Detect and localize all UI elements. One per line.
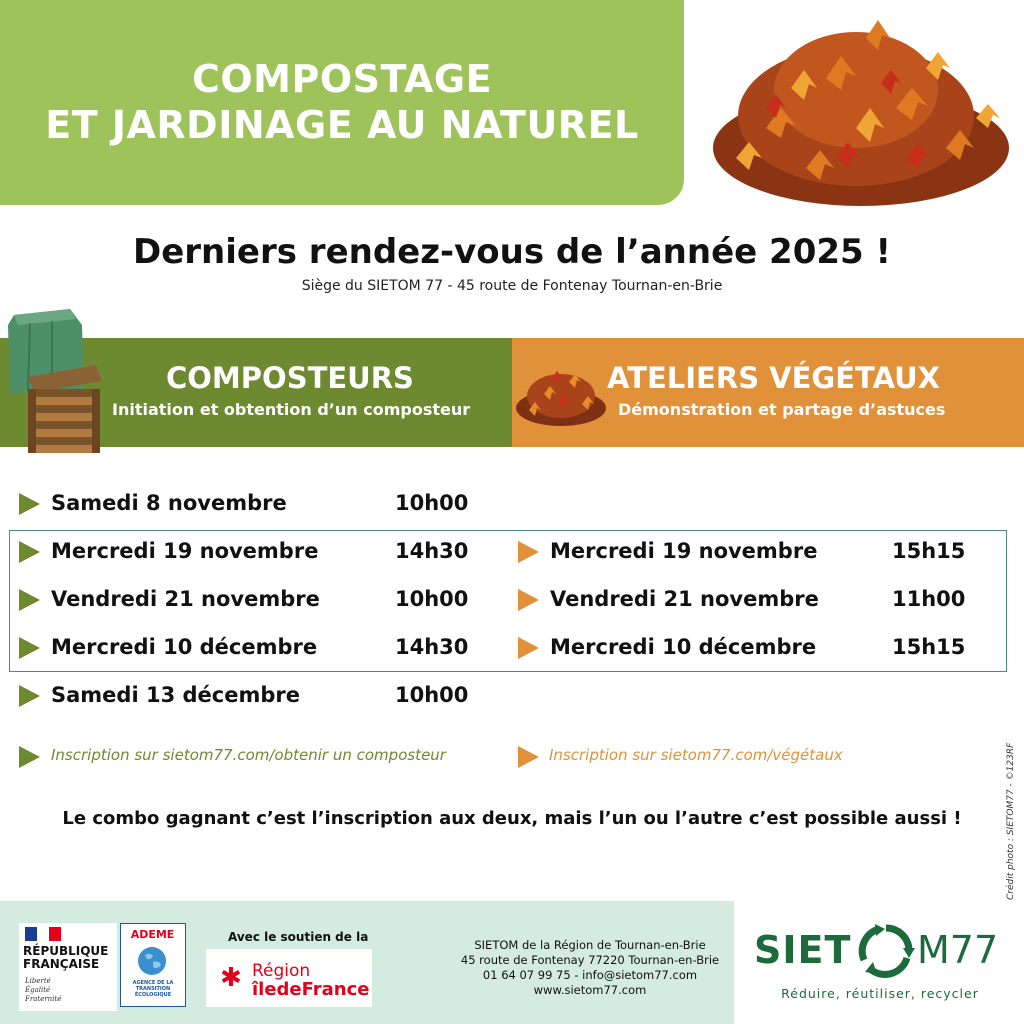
session-date: Vendredi 21 novembre (51, 587, 320, 611)
session-date: Mercredi 19 novembre (550, 539, 818, 563)
page-title (0, 56, 684, 148)
composteurs-title: COMPOSTEURS (166, 361, 414, 395)
composteurs-session (19, 635, 479, 665)
support-label: Avec le soutien de la (228, 930, 369, 944)
title-line-2: ET JARDINAGE AU NATUREL (45, 103, 639, 147)
contact-block (440, 938, 740, 998)
marianne-flag-icon (25, 927, 61, 941)
venue-address: Siège du SIETOM 77 - 45 route de Fontenay Tournan-en-Brie (301, 278, 723, 294)
session-time: 14h30 (395, 539, 469, 563)
idf-line-2: îledeFrance (252, 979, 370, 1000)
ademe-logo (120, 923, 186, 1007)
composteurs-subtitle: Initiation et obtention d’un composteur (112, 400, 471, 419)
headline: Derniers rendez-vous de l’année 2025 ! (132, 232, 892, 272)
ademe-subtitle: AGENCE DE LA TRANSITION ÉCOLOGIQUE (132, 980, 174, 998)
composteurs-session (19, 539, 479, 569)
ateliers-session (518, 587, 968, 617)
sietom-logo-text: SIET (754, 928, 852, 972)
session-date: Samedi 8 novembre (51, 491, 287, 515)
autumn-leaves-image (706, 8, 1016, 213)
session-time: 14h30 (395, 635, 469, 659)
website-link[interactable]: www.sietom77.com (533, 983, 647, 997)
rf-motto: Liberté Égalité Fraternité (25, 977, 62, 1003)
region-idf-logo (206, 949, 372, 1007)
photo-credit: Crédit photo : SIETOM77 - ©123RF (1006, 742, 1016, 900)
composteurs-registration-link[interactable]: Inscription sur sietom77.com/obtenir un composteur (51, 746, 446, 764)
session-date: Vendredi 21 novembre (550, 587, 819, 611)
session-date: Mercredi 19 novembre (51, 539, 319, 563)
ateliers-session (518, 635, 968, 665)
contact-line: 45 route de Fontenay 77220 Tournan-en-Brie (460, 953, 720, 967)
composter-image (0, 305, 110, 455)
play-arrow-icon (19, 685, 40, 707)
play-arrow-icon (19, 589, 40, 611)
session-time: 11h00 (892, 587, 966, 611)
composteurs-session (19, 587, 479, 617)
session-time: 10h00 (395, 587, 469, 611)
play-arrow-icon (19, 746, 40, 768)
sietom-logo-suffix: M77 (917, 928, 999, 972)
ateliers-subtitle: Démonstration et partage d’astuces (618, 400, 946, 419)
session-time: 15h15 (892, 539, 966, 563)
small-leaves-image (514, 358, 609, 430)
sietom-tagline: Réduire, réutiliser, recycler (781, 986, 979, 1001)
play-arrow-icon (518, 589, 539, 611)
session-date: Mercredi 10 décembre (51, 635, 318, 659)
composteurs-session (19, 491, 479, 521)
session-date: Samedi 13 décembre (51, 683, 300, 707)
session-time: 10h00 (395, 491, 469, 515)
session-time: 10h00 (395, 683, 469, 707)
composteurs-session (19, 683, 479, 713)
play-arrow-icon (19, 493, 40, 515)
recycle-arrows-icon (855, 922, 917, 980)
ateliers-session (518, 539, 968, 569)
republique-francaise-logo (19, 923, 117, 1011)
play-arrow-icon (518, 637, 539, 659)
play-arrow-icon (518, 541, 539, 563)
play-arrow-icon (19, 637, 40, 659)
rf-title: RÉPUBLIQUE FRANÇAISE (23, 944, 109, 971)
title-line-1: COMPOSTAGE (191, 57, 493, 101)
ateliers-registration (518, 744, 918, 774)
globe-icon (137, 946, 167, 976)
play-arrow-icon (19, 541, 40, 563)
combo-message: Le combo gagnant c’est l’inscription aux deux, mais l’un ou l’autre c’est possible aussi ! (62, 808, 962, 829)
composteurs-registration (19, 744, 489, 774)
contact-line: SIETOM de la Région de Tournan-en-Brie (474, 938, 706, 952)
session-date: Mercredi 10 décembre (550, 635, 817, 659)
session-time: 15h15 (892, 635, 966, 659)
play-arrow-icon (518, 746, 539, 768)
idf-line-1: Région (252, 961, 311, 981)
contact-line: 01 64 07 99 75 - info@sietom77.com (482, 968, 698, 982)
ateliers-title: ATELIERS VÉGÉTAUX (607, 361, 941, 395)
ademe-title: ADEME (130, 928, 175, 941)
ateliers-registration-link[interactable]: Inscription sur sietom77.com/végétaux (549, 746, 843, 764)
star-icon: ✱ (220, 963, 242, 993)
